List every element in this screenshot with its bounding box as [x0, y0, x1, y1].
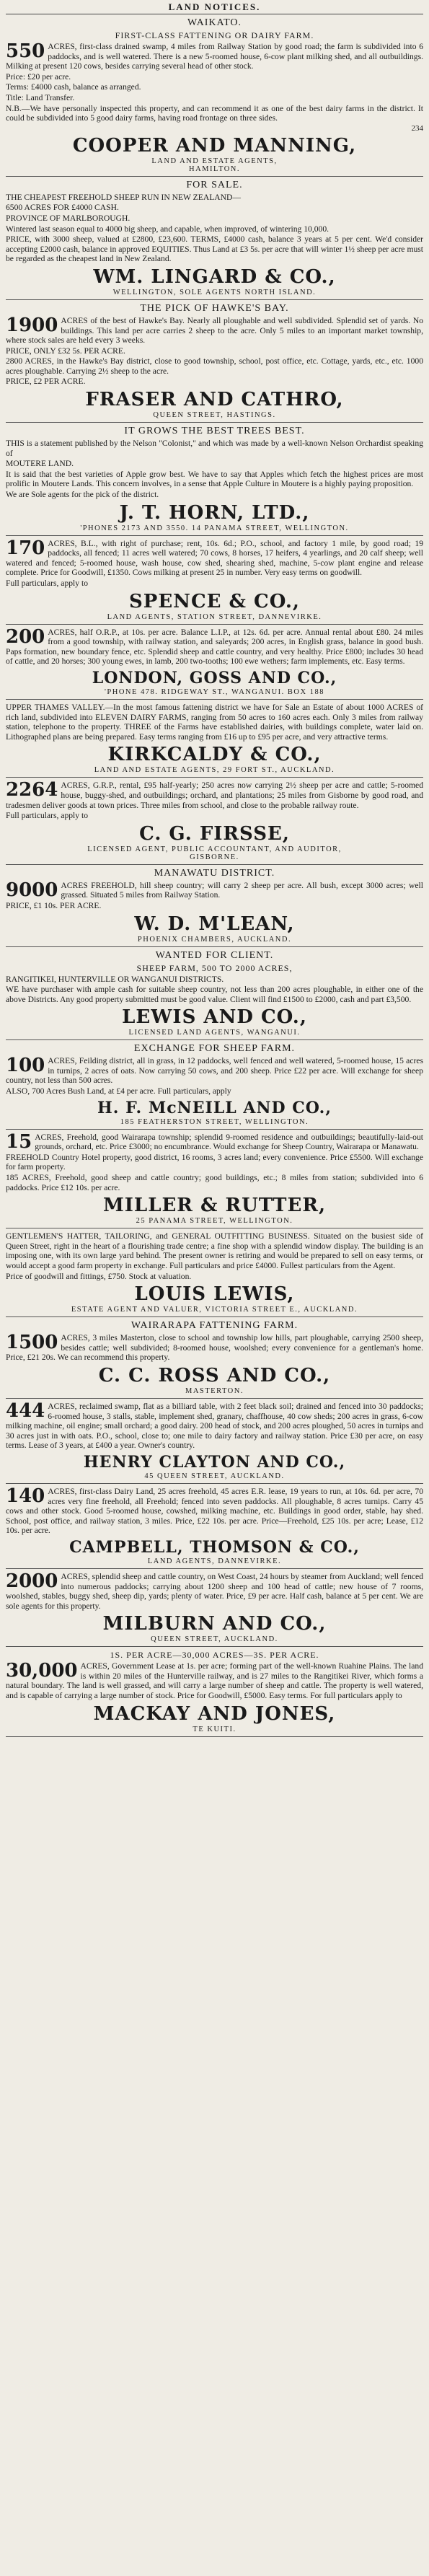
ad-subheading: 1S. PER ACRE—30,000 ACRES—3S. PER ACRE.: [110, 1650, 319, 1661]
advertiser-address: WELLINGTON, SOLE AGENTS NORTH ISLAND.: [112, 288, 317, 296]
advertiser-address: LAND AGENTS, STATION STREET, DANNEVIRKE.: [107, 612, 322, 621]
advertiser-name: C. G. FIRSSE,: [139, 822, 290, 845]
ad-lead-number: 1900: [6, 314, 58, 336]
ad-block-wairarapa-freehold: [6, 1130, 423, 1229]
advertiser-name: W. D. M'LEAN,: [134, 913, 295, 935]
ad-lead-number: 2264: [6, 779, 58, 801]
ad-paragraph: Wintered last season equal to 4000 big sheep, and capable, when improved, of wintering 10,000.: [6, 224, 330, 234]
ad-paragraph: Terms: £4000 cash, balance as arranged.: [6, 82, 141, 92]
ad-block-gisborne: [6, 778, 423, 864]
ad-lead-number: 1500: [6, 1332, 58, 1354]
advertiser-name: C. C. ROSS AND CO.,: [98, 1364, 331, 1386]
ad-paragraph: THIS is a statement published by the Nelson "Colonist," and which was made by a well-known Nelson Orchardist speaking of: [6, 439, 423, 458]
ad-heading: WAIKATO.: [187, 17, 242, 28]
ad-lead-number: 444: [6, 1399, 45, 1422]
ad-paragraph: Title: Land Transfer.: [6, 92, 75, 102]
ad-block-exchange: [6, 1040, 423, 1129]
ad-paragraph: 170 ACRES, B.L., with right of purchase; rent, 10s. 6d.; P.O., school, and factory 1 mile, by good road; 19 paddocks, all fenced; 11 acres well watered; 70 cows, 8 horses, 17 heifers, 4 yearlings, and 20 calf sheep; well watered and fenced; 5-roomed house, wash house, cow shed, shearing shed, machine, 5-cow plant engine and release complete. Price for Goodwill, £1350. Cows milking at present 25 in number. Very easy terms on goodwill.: [6, 537, 423, 578]
ad-paragraph: PRICE, £1 10s. PER ACRE.: [6, 900, 102, 910]
ad-lead-number: 100: [6, 1055, 45, 1077]
ad-ref-number: 234: [411, 123, 423, 133]
ad-block-ruahine: [6, 1647, 423, 1736]
advertiser-address: ESTATE AGENT AND VALUER, VICTORIA STREET E., AUCKLAND.: [71, 1306, 358, 1314]
advertiser-address: MASTERTON.: [185, 1386, 244, 1395]
ad-paragraph: 30,000 ACRES, Government Lease at 1s. per acre; forming part of the well-known Ruahine Plains. The land is within 20 miles of the Hunterville railway, and is 27 miles to the Rangitikei River, which forms a natural boundary. The land is well grassed, and will carry a large number of sheep and cattle. The property is well watered, and is capable of carrying a large number of stock. Price for Goodwill, £5000. Easy terms. For full particulars apply to: [6, 1660, 423, 1701]
ad-paragraph: ALSO, 700 Acres Bush Land, at £4 per acre. Full particulars, apply: [6, 1086, 231, 1096]
ad-paragraph: 100 ACRES, Feilding district, all in grass, in 12 paddocks, well fenced and well watered, 5-roomed house, 15 acres in turnips, 2 acres of oats. Now carrying 50 cows, and 200 sheep. Price £22 per acre. Will exchange for sheep country, not less than 500 acres.: [6, 1055, 423, 1086]
ad-block-hawkes-bay: [6, 300, 423, 423]
ad-lead-number: 550: [6, 40, 45, 62]
ad-paragraph: 6500 ACRES FOR £4000 CASH.: [6, 203, 119, 213]
advertiser-name: FRASER AND CATHRO,: [85, 389, 344, 411]
ad-block-wairarapa-fattening: [6, 1317, 423, 1399]
ad-paragraph: FREEHOLD Country Hotel property, good district, 16 rooms, 3 acres land; every convenience. Price £5500. Will exchange for farm property.: [6, 1152, 423, 1172]
ad-block-moutere: [6, 423, 423, 536]
ad-paragraph: 185 ACRES, Freehold, good sheep and cattle country; good buildings, etc.; 8 miles from station; subdivided into 6 paddocks. Price £12 10s. per acre.: [6, 1173, 423, 1192]
advertiser-name: LOUIS LEWIS,: [134, 1283, 295, 1306]
advertiser-address: LAND AGENTS, DANNEVIRKE.: [147, 1557, 282, 1565]
ad-paragraph: 2264 ACRES, G.R.P., rental, £95 half-yearly; 250 acres now carrying 2½ sheep per acre and cattle; 5-roomed house, buggy-shed, and outbuildings; orchard, and plantations; 25 miles from Gisborne by good road, and tradesmen deliver goods at town prices. Three miles from school, and close to the probable railway route.: [6, 779, 423, 810]
ad-paragraph: PRICE, ONLY £32 5s. PER ACRE.: [6, 346, 125, 356]
advertiser-address: GISBORNE.: [190, 853, 239, 861]
advertiser-address: QUEEN STREET, HASTINGS.: [153, 411, 276, 420]
ad-block-manawatu: [6, 865, 423, 947]
ad-subheading: FIRST-CLASS FATTENING OR DAIRY FARM.: [115, 30, 314, 40]
advertiser-name: MILLER & RUTTER,: [102, 1195, 327, 1217]
ad-paragraph: Full particulars, apply to: [6, 811, 88, 821]
ad-paragraph: 15 ACRES, Freehold, good Wairarapa township; splendid 9-roomed residence and outbuildings; beautifully-laid-out grounds, orchard, etc. Price £3000; no encumbrance. Would exchange for Sheep Country, Wairarapa or Manawatu.: [6, 1130, 423, 1153]
advertiser-name: LEWIS AND CO.,: [122, 1006, 307, 1029]
ad-block-marlborough: [6, 177, 423, 300]
advertiser-address: 45 QUEEN STREET, AUCKLAND.: [144, 1472, 285, 1480]
ad-paragraph: RANGITIKEI, HUNTERVILLE OR WANGANUI DISTRICTS.: [6, 974, 224, 984]
ad-paragraph: 9000 ACRES FREEHOLD, hill sheep country; will carry 2 sheep per acre. All bush, except 3000 acres; well grassed. Situated 5 miles from Railway Station.: [6, 879, 423, 901]
ad-paragraph: N.B.—We have personally inspected this property, and can recommend it as one of the best dairy farms in the district. It could be subdivided into 5 good dairy farms, having road frontage on three sides.: [6, 103, 423, 123]
ad-heading: FOR SALE.: [186, 179, 243, 190]
page-header: LAND NOTICES.: [6, 0, 423, 14]
advertiser-address: LAND AND ESTATE AGENTS,: [151, 157, 278, 165]
ad-paragraph: We are Sole agents for the pick of the district.: [6, 490, 159, 500]
ad-paragraph: WE have purchaser with ample cash for suitable sheep country, not less than 200 acres ploughable, in either one of the above Districts. Any good property submitted must be good value. Client will find £1500 to £2000, cash and part £3,500.: [6, 985, 423, 1004]
ad-ref-row: [6, 124, 423, 133]
ad-paragraph: PRICE, with 3000 sheep, valued at £2800, £23,600. TERMS, £4000 cash, balance 3 years at 5 per cent. We'd consider accepting £2000 cash, balance in approved EQUITIES. Thus Land at £3 5s. per acre that will winter 1½ sheep per acre must be regarded as the cheapest land in New Zealand.: [6, 234, 423, 264]
ad-paragraph: Price of goodwill and fittings, £750. Stock at valuation.: [6, 1271, 192, 1281]
ad-lead-number: 30,000: [6, 1660, 78, 1682]
advertiser-name: COOPER AND MANNING,: [72, 134, 357, 157]
ad-paragraph: 140 ACRES, first-class Dairy Land, 25 acres freehold, 45 acres E.R. lease, 19 years to run, at 10s. 6d. per acre, 70 acres very fine freehold, all Freehold; fenced into seven paddocks. All ploughable, 8 acres turnips. Carry 45 cows and other stock. Good 5-roomed house, cowshed, milking machine, etc. Buildings in good order, stable, hay shed. School, post office, and railway station, 3 miles. Price, £22 10s. per acre. Price—Freehold, £25 10s. per acre; Lease, £12 10s. per acre.: [6, 1485, 423, 1536]
ad-lead-number: 15: [6, 1130, 32, 1153]
ad-paragraph: 1900 ACRES of the best of Hawke's Bay. Nearly all ploughable and well subdivided. Splendid set of yards. No buildings. This land per acre carries 2 sheep to the acre. Only 5 miles to an important market township, where stock sales are held every 3 weeks.: [6, 314, 423, 346]
ad-paragraph: MOUTERE LAND.: [6, 459, 74, 469]
ad-paragraph: GENTLEMEN'S HATTER, TAILORING, and GENERAL OUTFITTING BUSINESS. Situated on the busiest side of Queen Street, right in the heart of a flourishing trade centre; a fine shop with a splendid window display. The building is an imposing one, with its own large yard behind. The present owner is retiring and would be prepared to sell on easy terms, or would accept a good farm property in exchange. Full particulars and price £4000. Fullest particulars from the Agent.: [6, 1231, 423, 1270]
ad-heading: THE PICK OF HAWKE'S BAY.: [140, 302, 289, 314]
ad-block-dannevirke: [6, 536, 423, 625]
advertiser-name: LONDON, GOSS AND CO.,: [92, 668, 337, 687]
ad-paragraph: PRICE, £2 PER ACRE.: [6, 377, 86, 387]
ad-heading: MANAWATU DISTRICT.: [154, 867, 275, 879]
advertiser-address: TE KUITI.: [193, 1725, 236, 1733]
ad-block-thames: [6, 700, 423, 778]
ad-paragraph: PROVINCE OF MARLBOROUGH.: [6, 213, 131, 223]
ad-heading: WANTED FOR CLIENT.: [155, 949, 274, 961]
ad-paragraph: 1500 ACRES, 3 miles Masterton, close to school and township low hills, part ploughable, carrying 2500 sheep, besides cattle; well subdivided; 8-roomed house, woolshed; every convenience for a gentleman's home. Price, £21 20s. We can recommend this property.: [6, 1332, 423, 1363]
advertiser-name: J. T. HORN, LTD.,: [119, 501, 310, 524]
ad-block-waikato: [6, 14, 423, 177]
advertiser-name: SPENCE & CO.,: [129, 590, 300, 612]
ad-paragraph: 444 ACRES, reclaimed swamp, flat as a billiard table, with 2 feet black soil; drained and fenced into 30 paddocks; 6-roomed house, 3 stalls, stable, implement shed, granary, chaffhouse, 40 cow sheds; 200 acres in grass, 6-cow milking machine, oil engine; small orchard; a good dairy. 200 head of stock, and 200 acres ploughed, 50 acres in turnips and 30 acres just in with oats. P.O., school, close to; one mile to dairy factory and railway station. Price £30 per acre, on easy terms. Lease of 3 years, at £400 a year. Owner's country.: [6, 1399, 423, 1451]
ad-paragraph: UPPER THAMES VALLEY.—In the most famous fattening district we have for Sale an Estate of about 1000 ACRES of rich land, subdivided into ELEVEN DAIRY FARMS, ranging from 50 acres to 160 acres each. Only 3 miles from railway station, telephone to the property. THREE of the Farms have established dairies, with buildings complete, water laid on. Lithographed plans are being prepared. Easy terms ranging from £16 up to £95 per acre, and very attractive terms.: [6, 702, 423, 742]
ad-paragraph: 2800 ACRES, in the Hawke's Bay district, close to good township, school, post office, etc. Cottage, yards, etc., etc. 1000 acres ploughable. Carrying 2½ sheep to the acre.: [6, 356, 423, 376]
ad-paragraph: 200 ACRES, half O.R.P., at 10s. per acre. Balance L.I.P., at 12s. 6d. per acre. Annual rental about £80. 24 miles from a good township, with railway station, and saleyards; 200 acres, in English grass, balance in good bush. Paps formation, new boundary fence, etc. Splendid sheep and cattle country, and very healthy. Price £800; includes 30 head of cattle, and 20 horses; 300 young ewes, in lamb, 200 two-tooths; 100 ewe wethers; farm implements, etc. Easy terms.: [6, 625, 423, 667]
advertiser-name: MACKAY AND JONES,: [93, 1702, 336, 1725]
advertiser-address: HAMILTON.: [189, 164, 240, 173]
ad-block-west-coast: [6, 1569, 423, 1647]
advertiser-name: KIRKCALDY & CO.,: [107, 744, 322, 766]
advertiser-address: PHOENIX CHAMBERS, AUCKLAND.: [137, 935, 292, 944]
ad-heading: IT GROWS THE BEST TREES BEST.: [124, 426, 305, 437]
advertiser-address: QUEEN STREET, AUCKLAND.: [151, 1635, 278, 1644]
ad-lead-number: 2000: [6, 1570, 58, 1592]
advertiser-address: LICENSED LAND AGENTS, WANGANUI.: [128, 1029, 301, 1037]
ad-paragraph: 2000 ACRES, splendid sheep and cattle country, on West Coast, 24 hours by steamer from Auckland; well fenced into numerous paddocks; carrying about 1200 sheep and 100 head of cattle; new house of 7 rooms, woolshed, stables, buggy shed, sheep dip, yards; plenty of water. Price, £9 per acre. Half cash, balance at 5 per cent. We are sole agents for this property.: [6, 1570, 423, 1611]
advertiser-address: 25 PANAMA STREET, WELLINGTON.: [136, 1217, 293, 1226]
ads-column: [6, 14, 423, 2575]
ad-block-wanganui: [6, 625, 423, 700]
advertiser-address: 185 FEATHERSTON STREET, WELLINGTON.: [120, 1117, 309, 1126]
advertiser-name: HENRY CLAYTON AND CO.,: [83, 1452, 346, 1472]
ad-block-auckland-swamp: [6, 1399, 423, 1484]
ad-heading: WAIRARAPA FATTENING FARM.: [131, 1320, 298, 1332]
ad-lead-number: 200: [6, 625, 45, 648]
ad-heading: EXCHANGE FOR SHEEP FARM.: [133, 1043, 296, 1055]
ad-paragraph: Full particulars, apply to: [6, 579, 88, 588]
advertiser-name: WM. LINGARD & CO.,: [93, 265, 336, 288]
advertiser-name: CAMPBELL, THOMSON & CO.,: [69, 1537, 360, 1557]
advertiser-address: LAND AND ESTATE AGENTS, 29 FORT ST., AUCKLAND.: [94, 766, 335, 775]
ad-lead-number: 140: [6, 1485, 45, 1507]
ad-subheading: SHEEP FARM, 500 TO 2000 ACRES,: [136, 962, 293, 973]
ad-paragraph: It is said that the best varieties of Apple grow best. We have to say that Apples which fetch the highest prices are most prolific in Moutere Lands. This concern involves, in a sense that Apple Culture in Moutere is a highly paying proposition.: [6, 469, 423, 489]
ad-lead-number: 170: [6, 537, 45, 559]
advertiser-address: 'PHONE 478. RIDGEWAY ST., WANGANUI. BOX 188: [105, 687, 324, 696]
ad-block-wanted: [6, 947, 423, 1041]
ad-paragraph: Price: £20 per acre.: [6, 71, 71, 82]
ad-paragraph: THE CHEAPEST FREEHOLD SHEEP RUN IN NEW ZEALAND—: [6, 192, 242, 202]
advertiser-name: MILBURN AND CO.,: [102, 1613, 327, 1635]
advertiser-name: H. F. McNEILL AND CO.,: [97, 1098, 332, 1117]
ad-block-outfitting: [6, 1228, 423, 1317]
advertiser-address: 'PHONES 2173 AND 3550. 14 PANAMA STREET, WELLINGTON.: [80, 524, 349, 532]
advertiser-address: LICENSED AGENT, PUBLIC ACCOUNTANT, AND AUDITOR,: [87, 845, 342, 853]
ad-paragraph: 550 ACRES, first-class drained swamp, 4 miles from Railway Station by good road; the farm is subdivided into 6 paddocks, and is well watered. There is a new 5-roomed house, 6-cow plant milking shed, and all outbuildings. Milking at present 120 cows, besides carrying several head of other stock.: [6, 40, 423, 71]
ad-lead-number: 9000: [6, 879, 58, 901]
ad-block-dannevirke-2: [6, 1484, 423, 1569]
